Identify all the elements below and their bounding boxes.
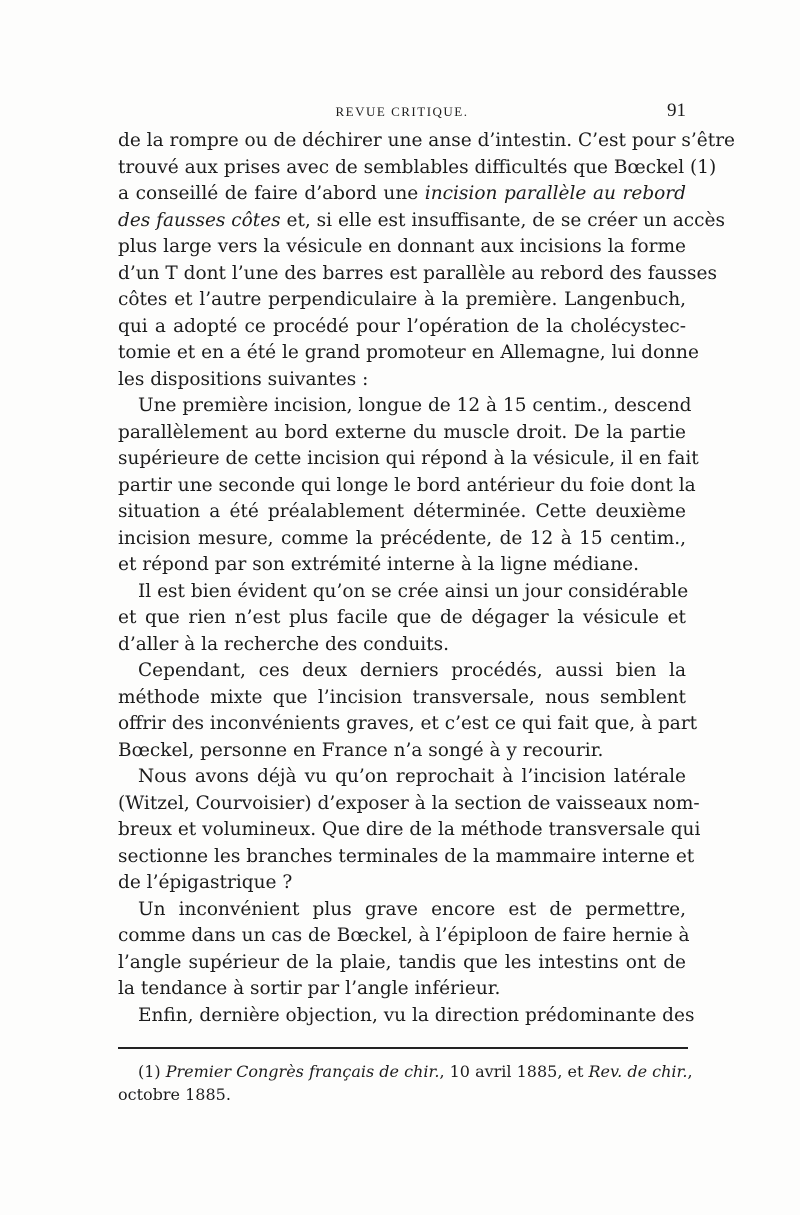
- text-line: Cependant, ces deux derniers procédés, aussi bien la: [138, 660, 686, 681]
- text-line: méthode mixte que l’incision transversale, nous semblent: [118, 686, 686, 708]
- text-line: et que rien n’est plus facile que de dégager la vésicule et: [118, 607, 686, 628]
- text-line: [118, 208, 725, 235]
- footnote-line: [118, 1060, 693, 1083]
- footnote-text: ,: [687, 1062, 693, 1081]
- text-line: trouvé aux prises avec de semblables difficultés que Bœckel (1): [118, 156, 717, 178]
- text-line: côtes et l’autre perpendiculaire à la première. Langenbuch,: [118, 289, 686, 310]
- text-line: l’angle supérieur de la plaie, tandis que les intestins ont de: [118, 951, 686, 973]
- text-line: Enfin, dernière objection, vu la direction prédominante des: [138, 1004, 695, 1026]
- page-header: [118, 100, 686, 126]
- text-line: [118, 181, 686, 208]
- text-line: Il est bien évident qu’on se crée ainsi un jour considérable: [138, 580, 689, 602]
- text-line: plus large vers la vésicule en donnant aux incisions la forme: [118, 236, 686, 257]
- text-line: Un inconvénient plus grave encore est de permettre,: [138, 898, 686, 920]
- text-line: tomie et en a été le grand promoteur en Allemagne, lui donne: [118, 342, 699, 363]
- footnote-text: , 10 avril 1885, et: [439, 1062, 589, 1081]
- text-line: breux et volumineux. Que dire de la méthode transversale qui: [118, 819, 701, 840]
- text-line: de l’épigastrique ?: [118, 872, 293, 893]
- footnote-line: octobre 1885.: [118, 1085, 231, 1104]
- running-head: REVUE CRITIQUE.: [335, 104, 469, 119]
- text-line: parallèlement au bord externe du muscle droit. De la partie: [118, 421, 686, 443]
- text-line: sectionne les branches terminales de la mammaire interne et: [118, 845, 695, 867]
- text-line: de la rompre ou de déchirer une anse d’intestin. C’est pour s’être: [118, 130, 735, 151]
- footnote-marker: (1): [138, 1062, 166, 1081]
- text-line: les dispositions suivantes :: [118, 368, 369, 390]
- text-segment: et, si elle est insuffisante, de se créer un accès: [280, 209, 725, 231]
- italic-phrase: des fausses côtes: [118, 209, 281, 231]
- footnote: [118, 1060, 693, 1106]
- text-line: comme dans un cas de Bœckel, à l’épiploon de faire hernie à: [118, 925, 690, 946]
- text-line: la tendance à sortir par l’angle inférieur.: [118, 978, 501, 999]
- text-line: qui a adopté ce procédé pour l’opération de la cholécystec-: [118, 315, 686, 337]
- italic-phrase: incision parallèle au rebord: [424, 183, 686, 204]
- text-line: partir une seconde qui longe le bord antérieur du foie dont la: [118, 474, 696, 496]
- text-line: supérieure de cette incision qui répond à la vésicule, il en fait: [118, 448, 699, 469]
- page-number: 91: [667, 100, 686, 121]
- text-line: d’aller à la recherche des conduits.: [118, 633, 450, 655]
- text-line: offrir des inconvénients graves, et c’est ce qui fait que, à part: [118, 713, 698, 734]
- text-line: Nous avons déjà vu qu’on reprochait à l’incision latérale: [138, 766, 686, 787]
- text-line: Une première incision, longue de 12 à 15 centim., descend: [138, 395, 692, 416]
- text-line: (Witzel, Courvoisier) d’exposer à la section de vaisseaux nom-: [118, 792, 700, 814]
- text-line: incision mesure, comme la précédente, de 12 à 15 centim.,: [118, 527, 686, 549]
- text-line: et répond par son extrémité interne à la ligne médiane.: [118, 554, 640, 575]
- footnote-title: Premier Congrès français de chir.: [165, 1062, 440, 1081]
- footnote-journal: Rev. de chir.: [588, 1062, 688, 1081]
- footnote-rule: [118, 1047, 688, 1049]
- text-segment: a conseillé de faire d’abord une: [118, 183, 425, 204]
- text-line: d’un T dont l’une des barres est parallèle au rebord des fausses: [118, 262, 717, 284]
- text-line: situation a été préalablement déterminée. Cette deuxième: [118, 501, 686, 522]
- body-text: [118, 128, 735, 1029]
- text-line: Bœckel, personne en France n’a songé à y recourir.: [118, 739, 604, 761]
